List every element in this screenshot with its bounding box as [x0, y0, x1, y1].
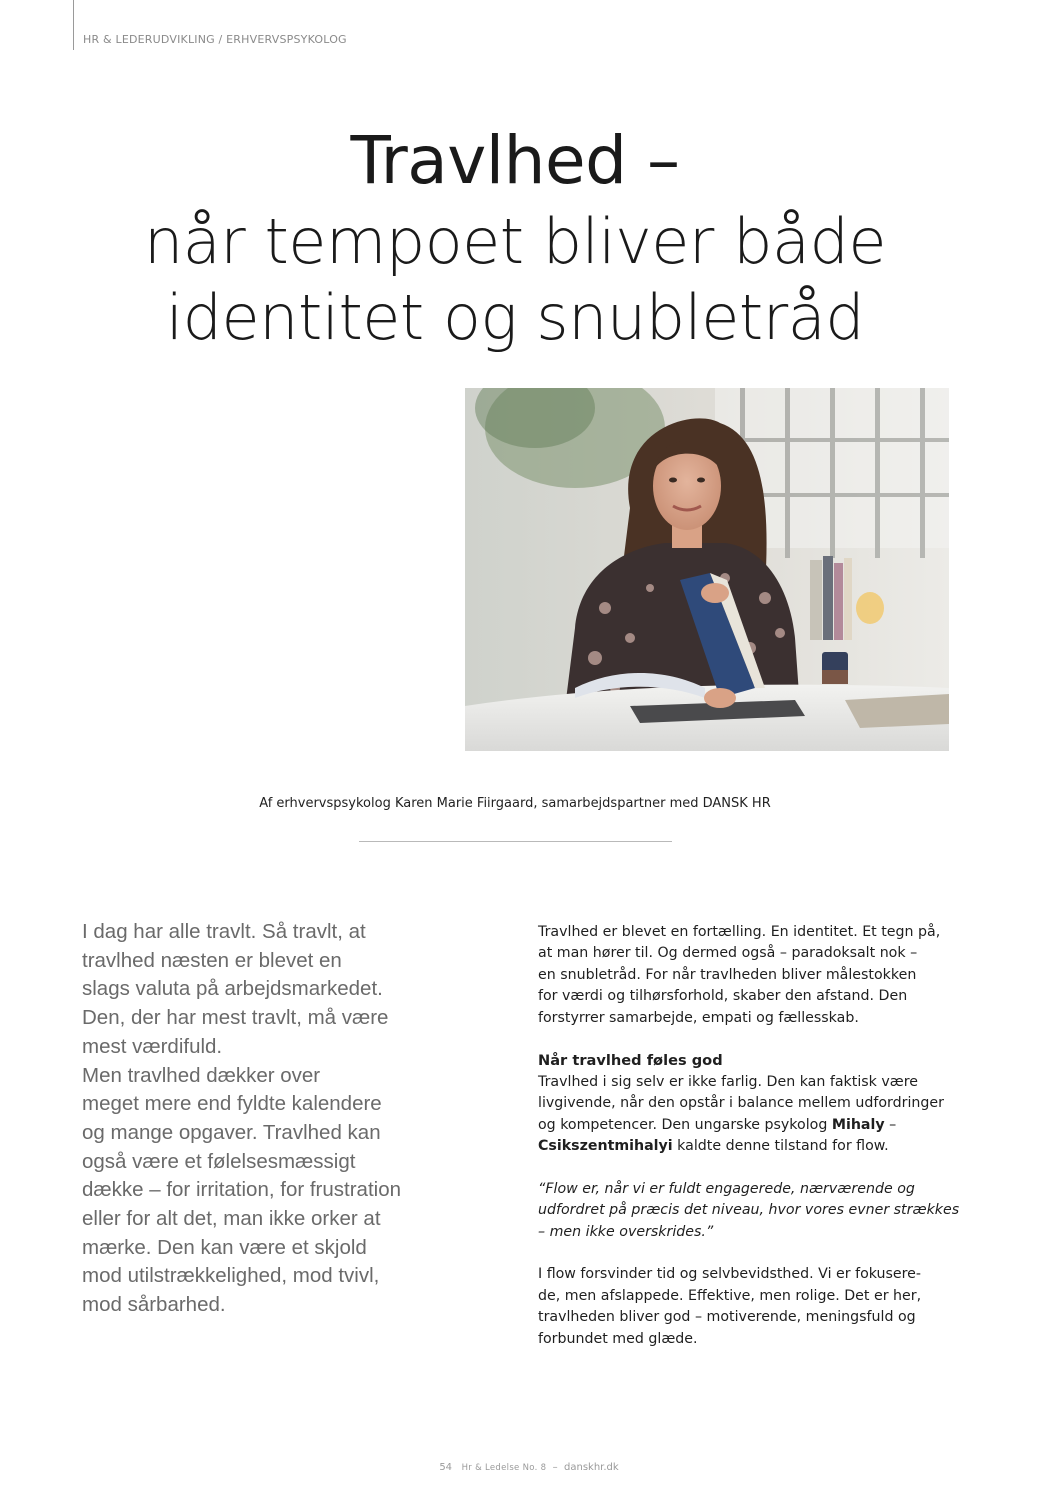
magazine-name: Hr & Ledelse No. 8	[461, 1463, 547, 1473]
body-line: travlheden bliver god – motiverende, meningsfuld og	[538, 1309, 916, 1326]
body-line: en snubletråd. For når travlheden bliver målestokken	[538, 966, 917, 983]
body-text: og kompetencer. Den ungarske psykolog	[538, 1116, 832, 1133]
lead-paragraph	[82, 918, 432, 1320]
lead-line: travlhed næsten er blevet en	[82, 948, 342, 972]
quote-line: – men ikke overskrides.”	[538, 1223, 714, 1240]
byline-divider	[359, 841, 672, 842]
subheading: Når travlhed føles god	[538, 1052, 723, 1070]
person-name: Mihaly	[831, 1116, 885, 1133]
lead-line: Men travlhed dækker over	[82, 1063, 321, 1087]
lead-line: mod utilstrækkelighed, mod tvivl,	[82, 1264, 380, 1288]
body-line: forstyrrer samarbejde, empati og fællesskab.	[538, 1009, 859, 1026]
lead-line: eller for alt det, man ikke orker at	[82, 1207, 381, 1231]
title-line-2: når tempoet bliver både	[144, 205, 886, 278]
title-line-3: identitet og snubletråd	[165, 281, 865, 354]
quote-line: “Flow er, når vi er fuldt engagerede, nærværende og	[538, 1180, 915, 1197]
body-line: for værdi og tilhørsforhold, skaber den afstand. Den	[538, 988, 908, 1005]
page-footer	[0, 1462, 1058, 1473]
body-column	[538, 922, 958, 1350]
lead-line: mod sårbarhed.	[82, 1293, 226, 1317]
body-text: –	[884, 1116, 897, 1133]
article-title	[0, 118, 1030, 356]
body-text: kaldte denne tilstand for flow.	[672, 1138, 889, 1155]
lead-line: og mange opgaver. Travlhed kan	[82, 1120, 381, 1144]
lead-line: slags valuta på arbejdsmarkedet.	[82, 977, 383, 1001]
portrait-photo	[465, 388, 949, 751]
header-rule	[73, 0, 74, 50]
body-line: at man hører til. Og dermed også – paradoksalt nok –	[538, 945, 918, 962]
lead-line: mærke. Den kan være et skjold	[82, 1235, 367, 1259]
page-number: 54	[439, 1462, 453, 1473]
byline: Af erhvervspsykolog Karen Marie Fiirgaard, samarbejdspartner med DANSK HR	[259, 796, 771, 811]
body-line: Travlhed er blevet en fortælling. En identitet. Et tegn på,	[538, 924, 941, 940]
lead-line: også være et følelsesmæssigt	[82, 1149, 356, 1173]
body-line: forbundet med glæde.	[538, 1330, 698, 1347]
body-line: Travlhed i sig selv er ikke farlig. Den kan faktisk være	[538, 1073, 918, 1090]
lead-line: I dag har alle travlt. Så travlt, at	[82, 920, 366, 943]
body-line: de, men afslappede. Effektive, men rolige. Det er her,	[538, 1287, 922, 1304]
paragraph-gap	[538, 1157, 958, 1178]
body-line: I flow forsvinder tid og selvbevidsthed. Vi er fokusere-	[538, 1266, 922, 1283]
footer-separator: –	[552, 1462, 558, 1473]
website-link[interactable]: danskhr.dk	[564, 1462, 619, 1473]
paragraph-gap	[538, 1029, 958, 1050]
quote-line: udfordret på præcis det niveau, hvor vores evner strækkes	[538, 1202, 960, 1219]
section-label: HR & LEDERUDVIKLING / ERHVERVSPSYKOLOG	[83, 33, 347, 46]
person-name: Csikszentmihalyi	[538, 1138, 673, 1155]
title-line-1: Travlhed –	[350, 122, 680, 199]
body-line	[538, 1136, 958, 1157]
body-line	[538, 1115, 958, 1136]
lead-line: dække – for irritation, for frustration	[82, 1178, 402, 1202]
lead-line: meget mere end fyldte kalendere	[82, 1092, 382, 1116]
lead-line: mest værdifuld.	[82, 1034, 223, 1058]
paragraph-gap	[538, 1243, 958, 1264]
body-line: livgivende, når den opstår i balance mellem udfordringer	[538, 1095, 944, 1112]
lead-line: Den, der har mest travlt, må være	[82, 1006, 389, 1030]
